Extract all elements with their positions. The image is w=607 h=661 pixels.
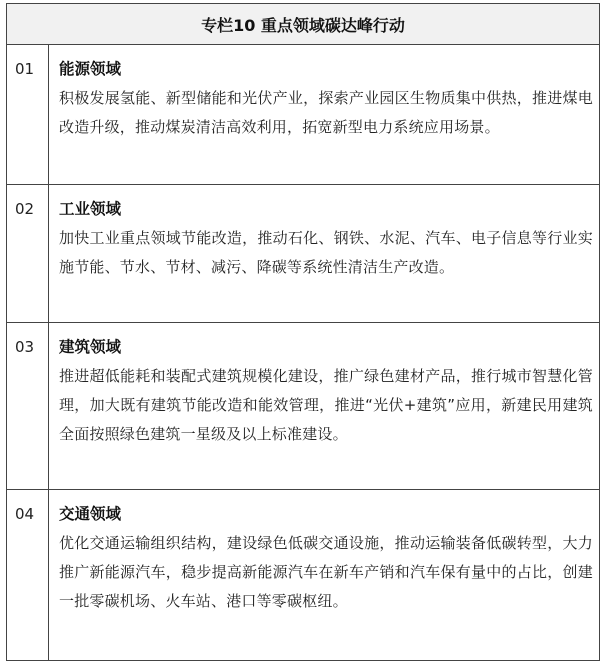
table-row-industry — [7, 185, 599, 323]
row-content — [49, 323, 599, 489]
row-body: 积极发展氢能、新型储能和光伏产业，探索产业园区生物质集中供热，推进煤电改造升级，推动煤炭清洁高效利用，拓宽新型电力系统应用场景。 — [59, 89, 593, 136]
table-title: 专栏10 重点领域碳达峰行动 — [7, 4, 599, 45]
row-heading: 建筑领域 — [59, 338, 122, 356]
row-body: 优化交通运输组织结构，建设绿色低碳交通设施，推动运输装备低碳转型，大力推广新能源汽车，稳步提高新能源汽车在新车产销和汽车保有量中的占比，创建一批零碳机场、火车站、港口等零碳枢纽。 — [59, 534, 593, 610]
row-heading: 工业领域 — [59, 200, 122, 218]
row-number: 03 — [7, 323, 49, 489]
row-heading: 交通领域 — [59, 505, 122, 523]
table-row-building — [7, 323, 599, 490]
row-content — [49, 45, 599, 184]
row-number: 04 — [7, 490, 49, 660]
row-body: 推进超低能耗和装配式建筑规模化建设，推广绿色建材产品，推行城市智慧化管理，加大既有建筑节能改造和能效管理，推进“光伏+建筑”应用，新建民用建筑全面按照绿色建筑一星级及以上标准建设。 — [59, 367, 593, 443]
table-row-energy — [7, 45, 599, 185]
row-number: 01 — [7, 45, 49, 184]
row-heading: 能源领域 — [59, 60, 122, 78]
table-row-transport — [7, 490, 599, 660]
action-table — [6, 3, 600, 661]
row-number: 02 — [7, 185, 49, 322]
row-content — [49, 490, 599, 660]
row-content — [49, 185, 599, 322]
row-body: 加快工业重点领域节能改造，推动石化、钢铁、水泥、汽车、电子信息等行业实施节能、节水、节材、减污、降碳等系统性清洁生产改造。 — [59, 229, 593, 276]
